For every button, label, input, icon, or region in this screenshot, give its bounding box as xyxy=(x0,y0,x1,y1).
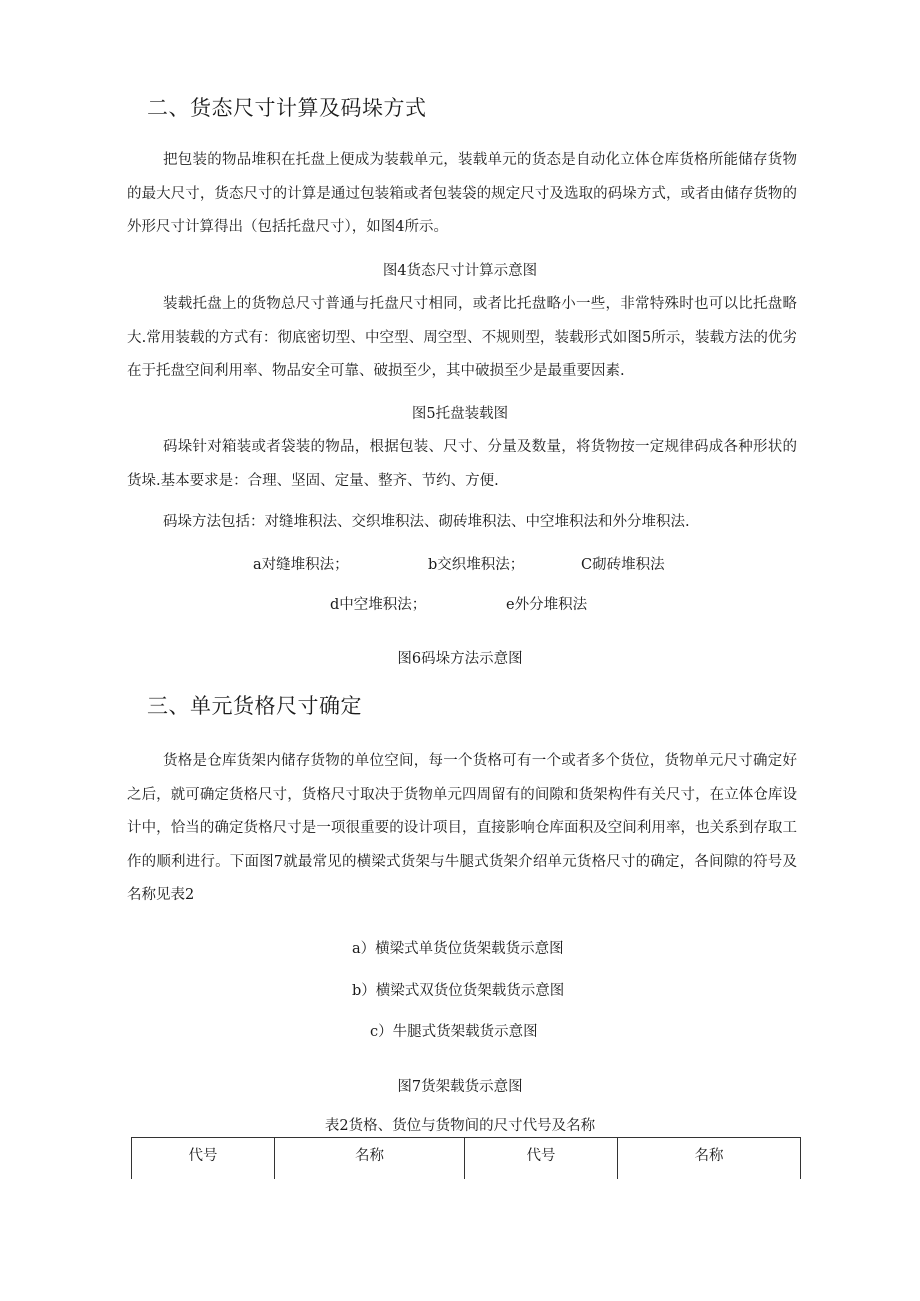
figure-4-caption: 图4货态尺寸计算示意图 xyxy=(382,263,538,279)
method-b-label: b交织堆积法； xyxy=(428,557,525,573)
method-d-label: d中空堆积法； xyxy=(330,597,427,613)
header-name-1: 名称 xyxy=(275,1138,465,1180)
paragraph-cargo-size: 把包装的物品堆积在托盘上便成为装载单元，装载单元的货态是自动化立体仓库货格所能储存货物的最大尺寸，货态尺寸的计算是通过包装箱或者包装袋的规定尺寸及选取的码垛方式，或者由储存货物的外形尺寸计算得出（包括托盘尺寸），如图4所示。 xyxy=(127,152,797,235)
figure-7c-label: c）牛腿式货架载货示意图 xyxy=(370,1024,538,1040)
paragraph-stacking: 码垛针对箱装或者袋装的物品，根据包装、尺寸、分量及数量，将货物按一定规律码成各种形状的货垛.基本要求是：合理、坚固、定量、整齐、节约、方便. xyxy=(127,439,797,489)
section-3-heading: 三、单元货格尺寸确定 xyxy=(147,694,362,718)
method-e-label: e外分堆积法 xyxy=(506,597,588,613)
header-code-1: 代号 xyxy=(132,1138,275,1180)
header-code-2: 代号 xyxy=(465,1138,618,1180)
method-c-label: C砌砖堆积法 xyxy=(581,557,665,573)
figure-7-caption: 图7货架载货示意图 xyxy=(397,1079,523,1095)
method-a-label: a对缝堆积法； xyxy=(253,557,349,573)
header-name-2: 名称 xyxy=(618,1138,801,1180)
paragraph-pallet-loading: 装载托盘上的货物总尺寸普通与托盘尺寸相同，或者比托盘略小一些，非常特殊时也可以比托盘略大.常用装载的方式有：彻底密切型、中空型、周空型、不规则型，装载形式如图5所示，装载方法的优劣在于托盘空间利用率、物品安全可靠、破损至少，其中破损至少是最重要因素. xyxy=(127,296,797,379)
figure-5-caption: 图5托盘装载图 xyxy=(411,406,509,422)
figure-7b-label: b）横梁式双货位货架载货示意图 xyxy=(352,983,565,999)
paragraph-stacking-methods: 码垛方法包括：对缝堆积法、交织堆积法、砌砖堆积法、中空堆积法和外分堆积法. xyxy=(163,514,690,530)
table-2-title: 表2货格、货位与货物间的尺寸代号及名称 xyxy=(324,1118,596,1134)
paragraph-cargo-cell: 货格是仓库货架内储存货物的单位空间，每一个货格可有一个或者多个货位，货物单元尺寸确定好之后，就可确定货格尺寸，货格尺寸取决于货物单元四周留有的间隙和货架构件有关尺寸，在立体仓库设计中，恰当的确定货格尺寸是一项很重要的设计项目，直接影响仓库面积及空间利用率，也关系到存取工作的顺利进行。下面图7就最常见的横梁式货架与牛腿式货架介绍单元货格尺寸的确定，各间隙的符号及名称见表2 xyxy=(127,753,797,903)
figure-6-caption: 图6码垛方法示意图 xyxy=(397,651,523,667)
figure-7a-label: a）横梁式单货位货架载货示意图 xyxy=(352,941,564,957)
section-2-heading: 二、货态尺寸计算及码垛方式 xyxy=(147,96,427,120)
table-header-row xyxy=(132,1138,801,1180)
dimension-code-table xyxy=(131,1137,801,1179)
